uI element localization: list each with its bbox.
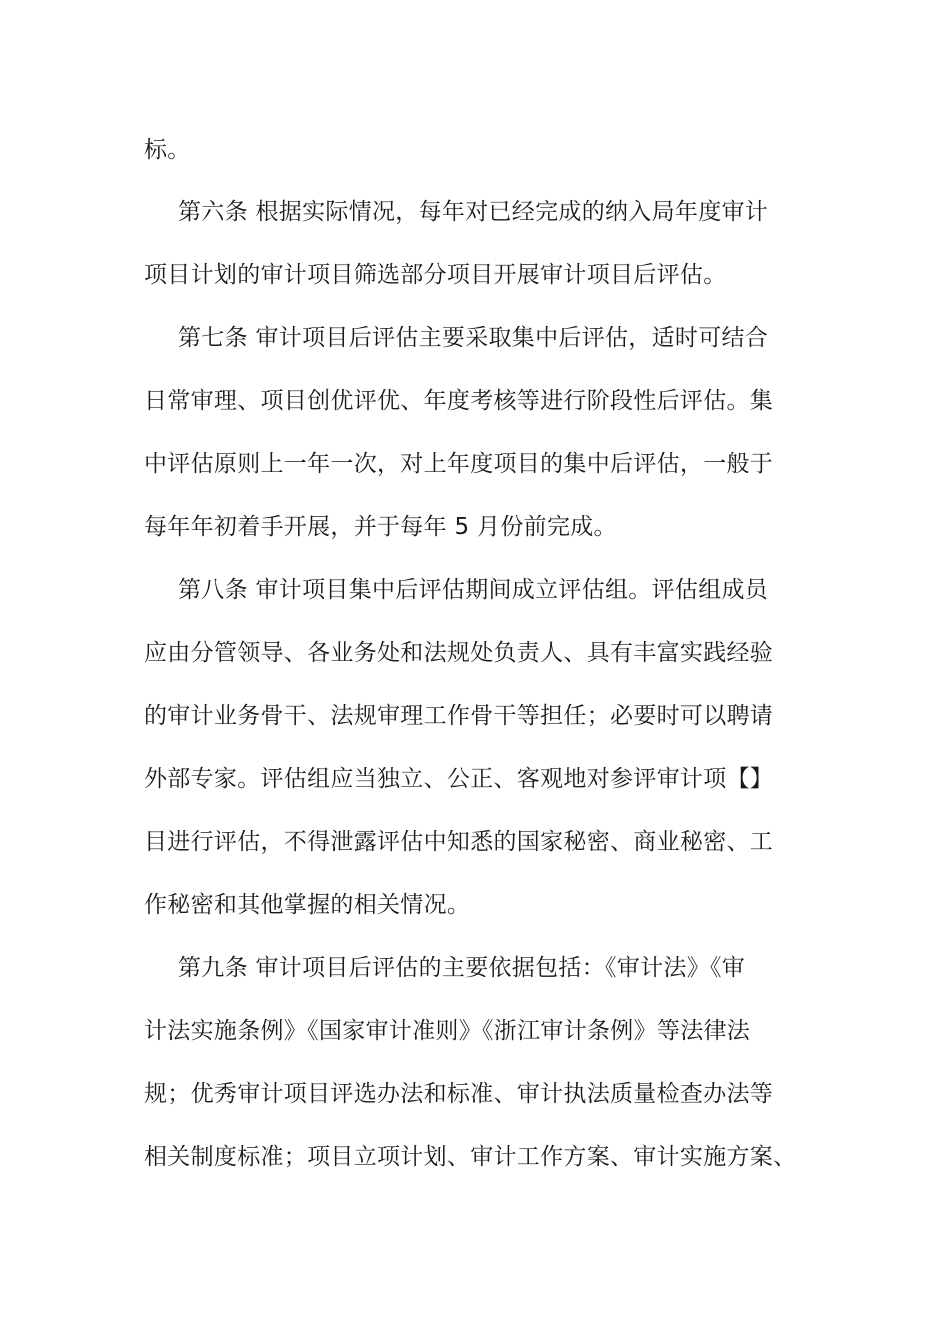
text-line: 的审计业务骨干、法规审理工作骨干等担任；必要时可以聘请 — [144, 703, 774, 729]
article-8-heading-line: 第八条 审计项目集中后评估期间成立评估组。评估组成员 — [178, 577, 769, 603]
text-line: 作秘密和其他掌握的相关情况。 — [144, 892, 471, 918]
text-line: 每年年初着手开展，并于每年 5 月份前完成。 — [144, 514, 617, 540]
article-7-heading-line: 第七条 审计项目后评估主要采取集中后评估，适时可结合 — [178, 325, 769, 351]
text-line: 计法实施条例》《国家审计准则》《浙江审计条例》等法律法 — [144, 1018, 751, 1044]
text-line: 日常审理、项目创优评优、年度考核等进行阶段性后评估。集 — [144, 388, 774, 414]
text-line: 应由分管领导、各业务处和法规处负责人、具有丰富实践经验 — [144, 640, 774, 666]
article-6-heading-line: 第六条 根据实际情况，每年对已经完成的纳入局年度审计 — [178, 199, 769, 225]
text-line: 项目计划的审计项目筛选部分项目开展审计项目后评估。 — [144, 262, 727, 288]
text-line: 标。 — [144, 137, 191, 163]
text-line: 目进行评估，不得泄露评估中知悉的国家秘密、商业秘密、工 — [144, 829, 774, 855]
text-line: 中评估原则上一年一次，对上年度项目的集中后评估，一般于 — [144, 451, 774, 477]
article-9-heading-line: 第九条 审计项目后评估的主要依据包括：《审计法》《审 — [178, 955, 746, 981]
text-line: 规；优秀审计项目评选办法和标准、审计执法质量检查办法等 — [144, 1081, 774, 1107]
text-line: 相关制度标准；项目立项计划、审计工作方案、审计实施方案、 — [144, 1144, 797, 1170]
text-line: 外部专家。评估组应当独立、公正、客观地对参评审计项【】 — [144, 766, 774, 792]
